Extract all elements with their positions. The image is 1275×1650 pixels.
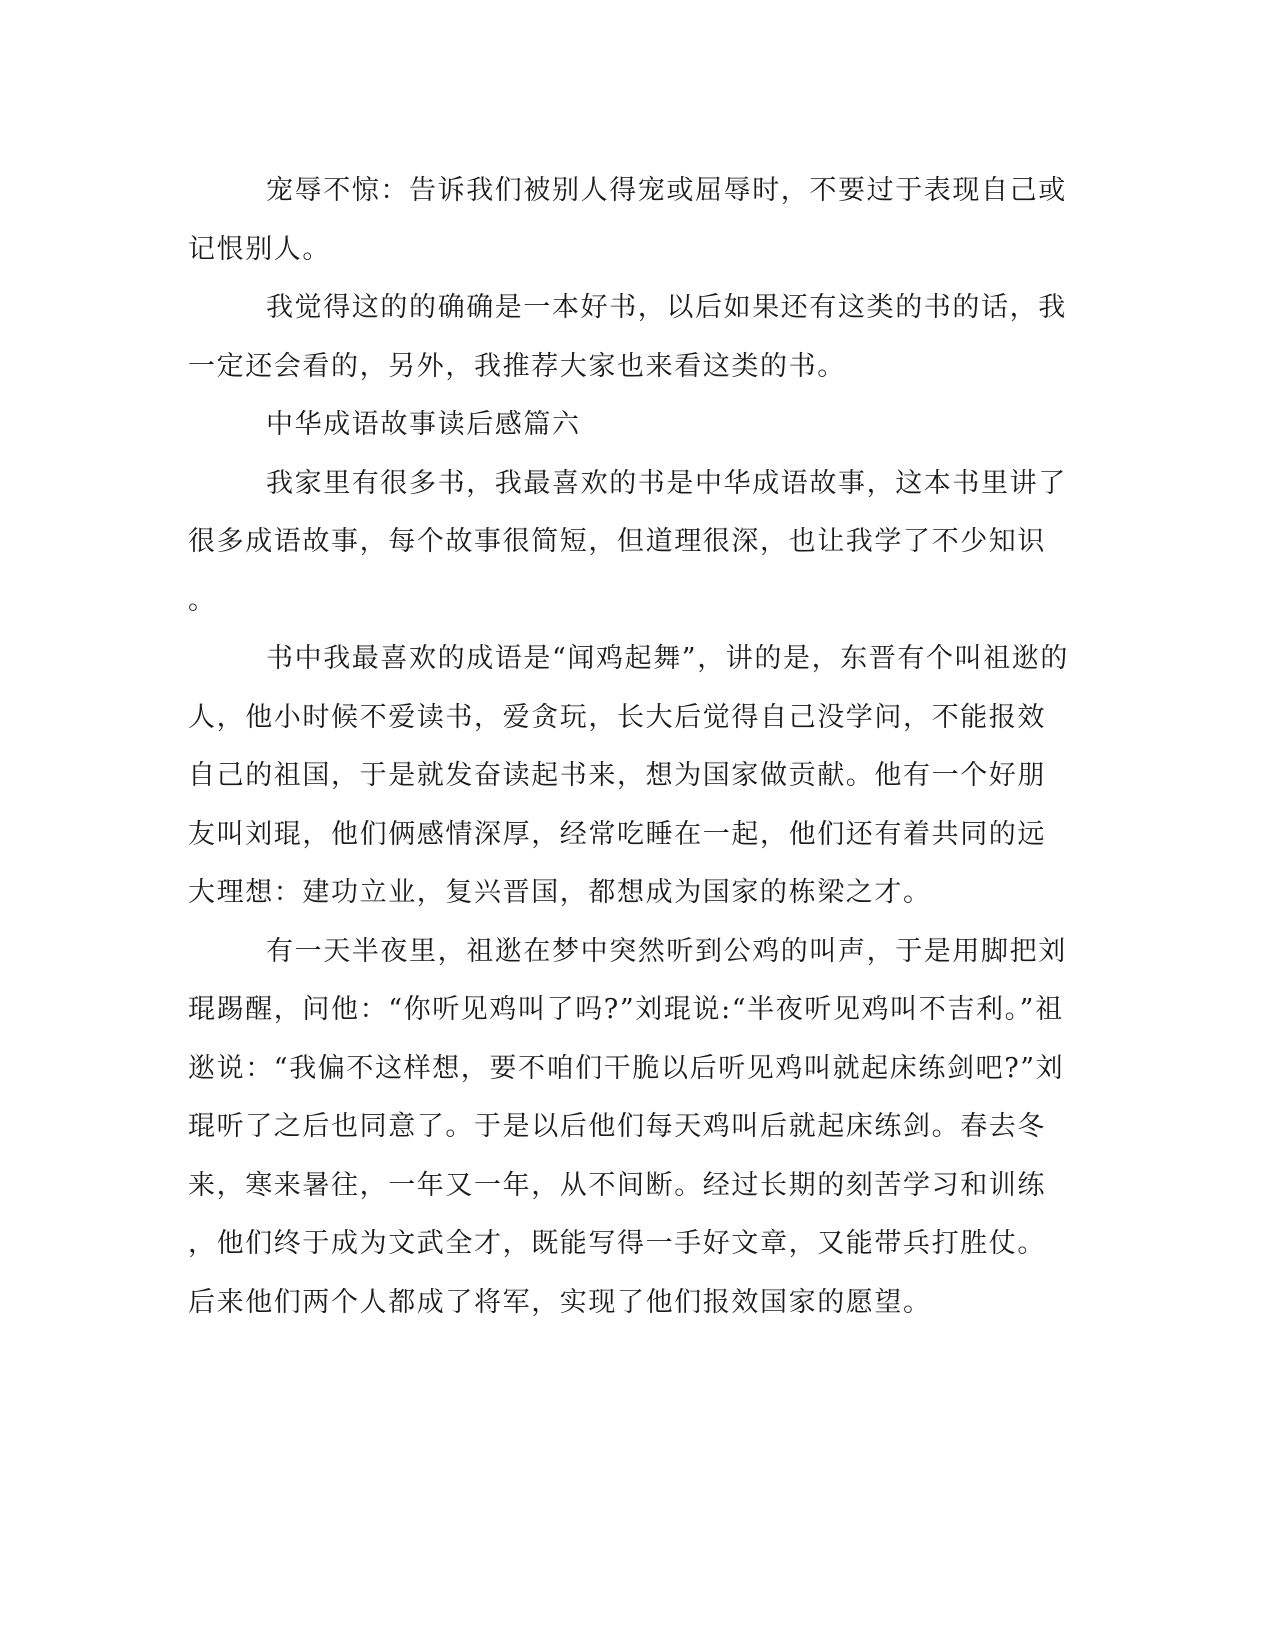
text-line: 友叫刘琨，他们俩感情深厚，经常吃睡在一起，他们还有着共同的远 bbox=[188, 818, 1046, 850]
text-line: 书中我最喜欢的成语是“闻鸡起舞”，讲的是，东晋有个叫祖逖的 bbox=[266, 643, 1070, 674]
text-line: 自己的祖国，于是就发奋读起书来，想为国家做贡献。他有一个好朋 bbox=[188, 760, 1046, 791]
text-line: 琨听了之后也同意了。于是以后他们每天鸡叫后就起床练剑。春去冬 bbox=[188, 1111, 1046, 1142]
text-line: 一定还会看的，另外，我推荐大家也来看这类的书。 bbox=[188, 350, 846, 382]
text-line: 后来他们两个人都成了将军，实现了他们报效国家的愿望。 bbox=[188, 1286, 932, 1318]
text-line: 很多成语故事，每个故事很简短，但道理很深，也让我学了不少知识 bbox=[188, 526, 1046, 557]
text-line: 大理想：建功立业，复兴晋国，都想成为国家的栋梁之才。 bbox=[188, 877, 932, 908]
text-line: ，他们终于成为文武全才，既能写得一手好文章，又能带兵打胜仗。 bbox=[188, 1228, 1046, 1259]
section-heading: 中华成语故事读后感篇六 bbox=[266, 409, 581, 440]
text-line: 人，他小时候不爱读书，爱贪玩，长大后觉得自己没学问，不能报效 bbox=[188, 701, 1046, 733]
document-body bbox=[188, 162, 1068, 1332]
text-line: 宠辱不惊：告诉我们被别人得宠或屈辱时，不要过于表现自己或 bbox=[266, 175, 1067, 206]
text-line: 我家里有很多书，我最喜欢的书是中华成语故事，这本书里讲了 bbox=[266, 467, 1067, 499]
text-line: 来，寒来暑往，一年又一年，从不间断。经过长期的刻苦学习和训练 bbox=[188, 1169, 1046, 1201]
text-line: 记恨别人。 bbox=[188, 233, 331, 265]
text-line: 我觉得这的的确确是一本好书，以后如果还有这类的书的话，我 bbox=[266, 292, 1067, 323]
text-line: 逖说：“我偏不这样想，要不咱们干脆以后听见鸡叫就起床练剑吧?”刘 bbox=[188, 1052, 1065, 1084]
text-line: 琨踢醒，问他：“你听见鸡叫了吗?”刘琨说:“半夜听见鸡叫不吉利。”祖 bbox=[188, 994, 1064, 1025]
text-line: 有一天半夜里，祖逖在梦中突然听到公鸡的叫声，于是用脚把刘 bbox=[266, 935, 1067, 967]
text-line: 。 bbox=[188, 584, 217, 616]
